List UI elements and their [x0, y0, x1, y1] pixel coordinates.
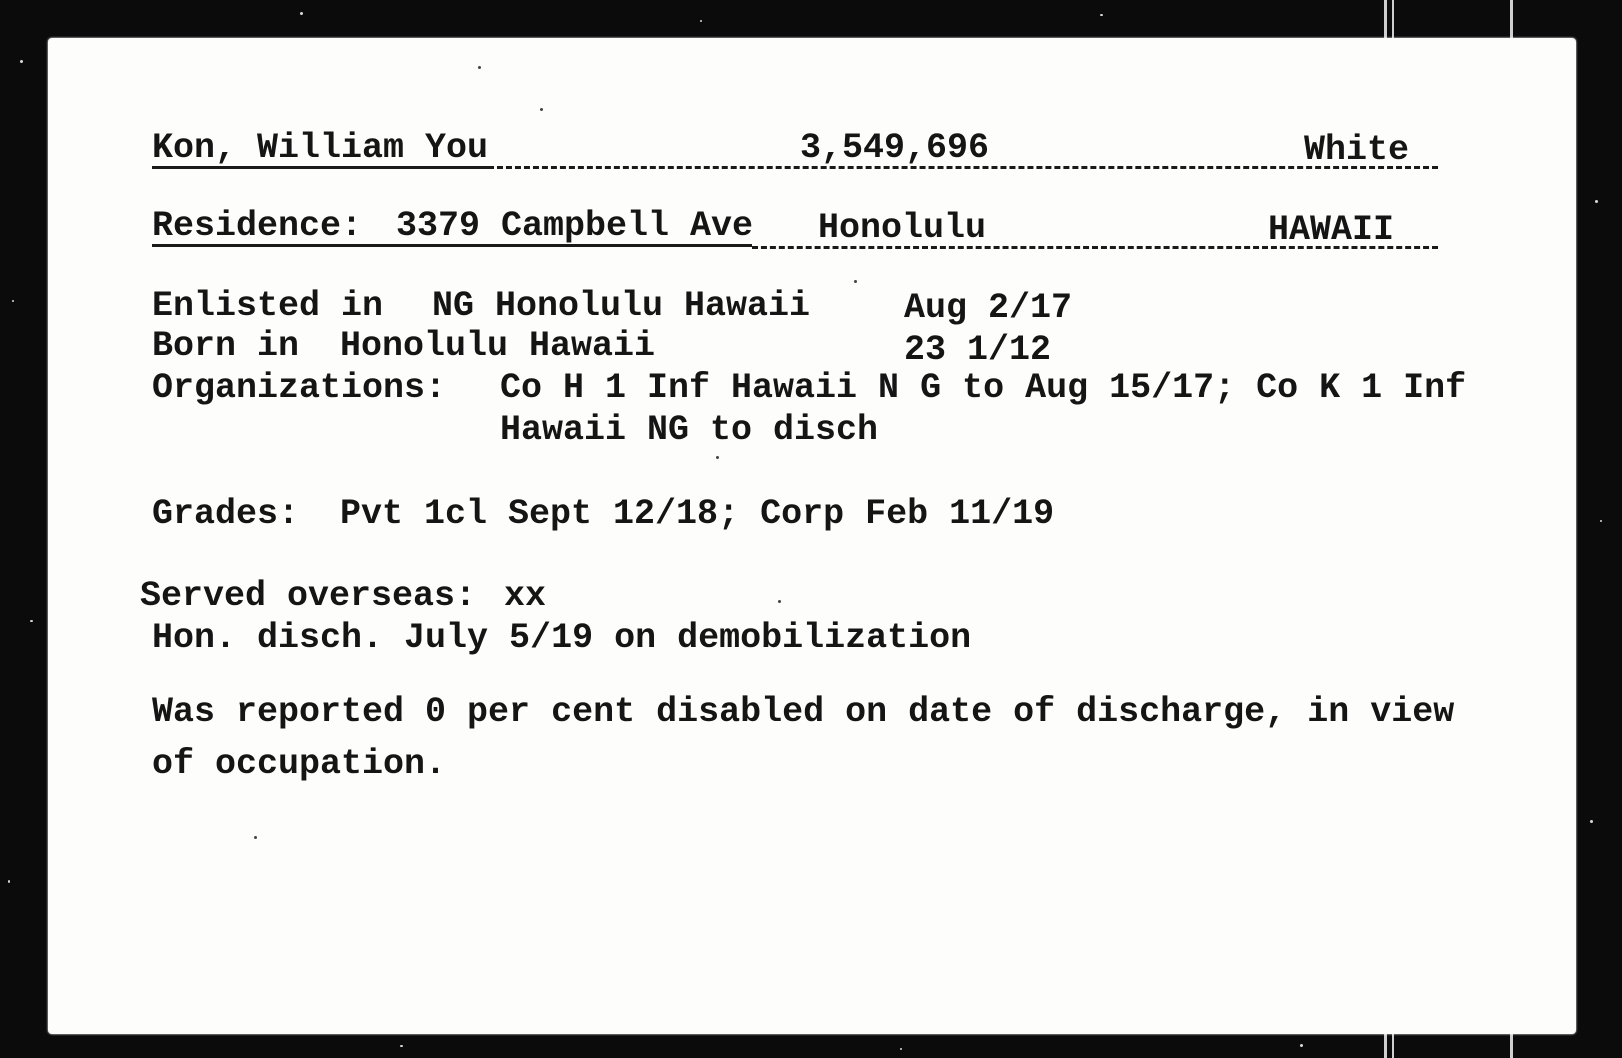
organizations-label: Organizations: [152, 368, 447, 408]
enlisted-place: NG Honolulu Hawaii [432, 286, 811, 326]
scan-dust [854, 280, 857, 283]
race: White [1304, 130, 1410, 170]
residence-underline [152, 244, 752, 247]
disability-line-2: of occupation. [152, 744, 447, 784]
scan-dust [540, 108, 543, 111]
enlisted-label: Enlisted in [152, 286, 384, 326]
organizations-line-1: Co H 1 Inf Hawaii N G to Aug 15/17; Co K 1 Inf [500, 368, 1467, 408]
residence-address: 3379 Campbell Ave [396, 206, 754, 246]
born-age: 23 1/12 [904, 330, 1052, 370]
scan-dust [778, 600, 781, 603]
born-place: Honolulu Hawaii [340, 326, 656, 366]
header-dashed-rule [488, 166, 1438, 169]
header-underline [152, 166, 488, 169]
residence-dashed-rule [752, 246, 1438, 249]
background-speckle [1600, 520, 1602, 522]
background-speckle [1300, 1044, 1303, 1047]
background-speckle [1590, 820, 1593, 823]
scan-dust [478, 66, 481, 69]
disability-line-1: Was reported 0 per cent disabled on date of discharge, in view [152, 692, 1455, 732]
residence-city: Honolulu [818, 208, 987, 248]
background-speckle [300, 12, 303, 15]
background-speckle [700, 20, 702, 22]
soldier-name: Kon, William You [152, 128, 489, 168]
background-speckle [400, 1045, 403, 1047]
background-speckle [1100, 14, 1103, 16]
background-speckle [8, 880, 10, 883]
grades-label: Grades: [152, 494, 300, 534]
background-speckle [12, 300, 14, 302]
serial-number: 3,549,696 [800, 128, 990, 168]
residence-state: HAWAII [1268, 210, 1395, 250]
background-speckle [30, 620, 33, 622]
background-speckle [900, 1048, 902, 1050]
enlisted-date: Aug 2/17 [904, 288, 1073, 328]
grades-value: Pvt 1cl Sept 12/18; Corp Feb 11/19 [340, 494, 1055, 534]
born-label: Born in [152, 326, 300, 366]
background-speckle [1595, 200, 1598, 203]
scan-dust [716, 456, 719, 459]
overseas-value: xx [504, 576, 547, 616]
background-speckle [20, 60, 23, 63]
record-card [48, 38, 1576, 1034]
overseas-label: Served overseas: [140, 576, 477, 616]
discharge-text: Hon. disch. July 5/19 on demobilization [152, 618, 972, 658]
organizations-line-2: Hawaii NG to disch [500, 410, 879, 450]
residence-label: Residence: [152, 206, 363, 246]
scan-dust [254, 836, 257, 839]
